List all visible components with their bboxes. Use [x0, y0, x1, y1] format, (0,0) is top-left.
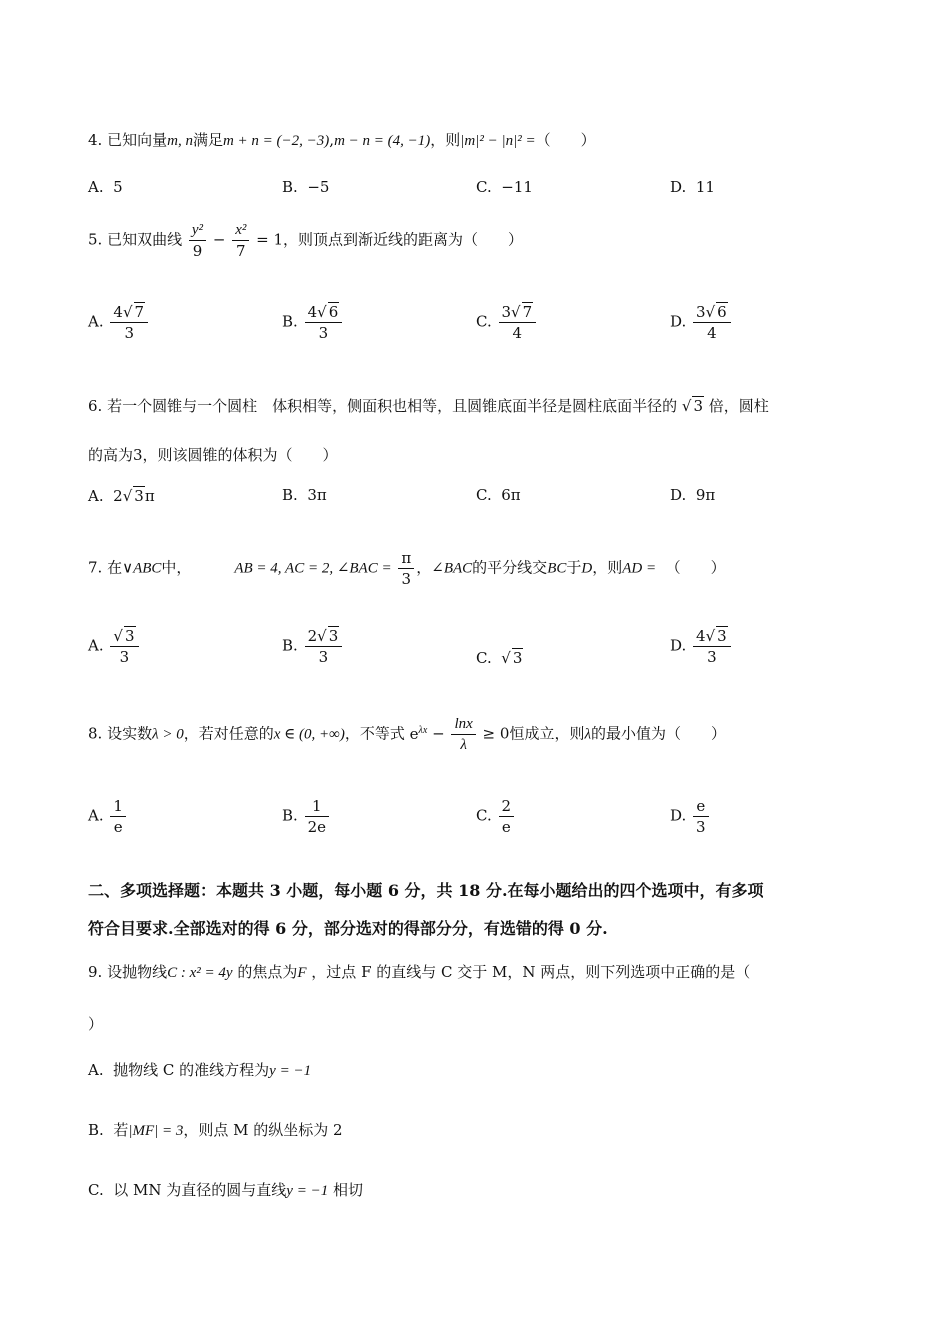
q5-number: 5. — [88, 230, 103, 249]
q4-option-d: D. 11 — [670, 178, 715, 196]
q9-number: 9. — [88, 963, 103, 981]
q5-option-d: D. $\frac{3√ 6}{4}$ — [670, 302, 733, 343]
q7-stem: 7. 在∨ABC中， AB = 4, AC = 2, ∠BAC = $\frac{\pi}{3}$ ，∠BAC的平分线交BC于D，则AD = （ ） — [88, 549, 726, 588]
q4-option-a: A. 5 — [88, 178, 123, 196]
q6-option-d: D. 9π — [670, 486, 716, 504]
q4-sep: , — [329, 131, 335, 149]
q7-option-a: A. $\frac{√ 3}{3}$ — [88, 626, 141, 667]
section2-heading-line2: 符合目要求.全部选对的得 6 分，部分选对的得部分分，有选错的得 0 分. — [88, 919, 608, 938]
q5-option-c: C. $\frac{3√ 7}{4}$ — [476, 302, 538, 343]
q4-text-a: 已知向量 — [107, 131, 168, 149]
q8-option-a: A. $\frac{1}{e}$ — [88, 796, 128, 837]
q6-option-a: A. 2√ 3π — [88, 487, 155, 505]
q5-text-b: ，则顶点到渐近线的距离为（ ） — [283, 230, 524, 249]
q8-option-c: C. $\frac{2}{e}$ — [476, 796, 516, 837]
q8-stem: 8. 设实数λ > 0，若对任意的x ∈ (0, +∞)，不等式 $e^{\lambda x}$ − $\frac{\ln x}{\lambda}$ ≥ 0恒成立，则λ的最小值为（ ） — [88, 716, 726, 753]
q4-option-c: C. −11 — [476, 178, 533, 196]
q8-option-b: B. $\frac{1}{2e}$ — [282, 796, 331, 837]
q8-option-d: D. $\frac{e}{3}$ — [670, 796, 711, 837]
q4-stem — [88, 130, 596, 151]
q4-eq2: m − n = (4, −1) — [334, 133, 431, 149]
q9-stem-close: ） — [88, 1015, 104, 1033]
q4-text-c: ，则 — [430, 131, 461, 149]
q4-expr: |m|² − |n|² = — [460, 133, 536, 149]
section2-heading-line1: 二、多项选择题：本题共 3 小题，每小题 6 分，共 18 分.在每小题给出的四个选项中，有多项 — [88, 881, 764, 900]
q5-stem: 5. 已知双曲线 $\frac{\text{y²}}{9}$ − $\frac{\text{x²}}{7}$ = 1，则顶点到渐近线的距离为（ ） — [88, 222, 524, 260]
q7-option-c: C. √ 3 — [476, 649, 523, 667]
q4-number: 4. — [88, 131, 103, 149]
q9-option-b: B. 若|MF| = 3，则点 M 的纵坐标为 2 — [88, 1121, 343, 1139]
q9-option-c: C. 以 MN 为直径的圆与直线y = −1 相切 — [88, 1181, 363, 1199]
q7-number: 7. — [88, 558, 103, 577]
q6-number: 6. — [88, 397, 103, 415]
q5-option-b: B. $\frac{4√ 6}{3}$ — [282, 302, 344, 343]
q5-fraction-x: $\frac{\text{x²}}{7}$ — [232, 220, 249, 261]
q9-option-a: A. 抛物线 C 的准线方程为y = −1 — [88, 1061, 312, 1079]
q5-fraction-y: $\frac{\text{y²}}{9}$ — [189, 220, 206, 261]
q6-stem-line2: 的高为3，则该圆锥的体积为（ ） — [88, 446, 338, 464]
q4-vectors: m, n — [167, 133, 193, 149]
q5-option-a: A. $\frac{4√ 7}{3}$ — [88, 302, 150, 343]
q5-text-a: 已知双曲线 — [107, 230, 183, 249]
q7-option-b: B. $\frac{2√ 3}{3}$ — [282, 626, 344, 667]
q4-option-b: B. −5 — [282, 178, 330, 196]
q7-option-d: D. $\frac{4√ 3}{3}$ — [670, 626, 733, 667]
q4-text-b: 满足 — [192, 131, 223, 149]
q9-stem: 9. 设抛物线C : x² = 4y 的焦点为F ，过点 F 的直线与 C 交于 M，N 两点，则下列选项中正确的是（ — [88, 963, 751, 981]
q6-option-c: C. 6π — [476, 486, 521, 504]
q4-blank: （ ） — [535, 131, 596, 149]
q4-eq1: m + n = (−2, −3) — [222, 133, 330, 149]
q6-stem-line1: 6. 若一个圆锥与一个圆柱 体积相等，侧面积也相等，且圆锥底面半径是圆柱底面半径的 √ 3 倍，圆柱 — [88, 397, 769, 415]
q6-option-b: B. 3π — [282, 486, 327, 504]
q8-number: 8. — [88, 724, 103, 743]
